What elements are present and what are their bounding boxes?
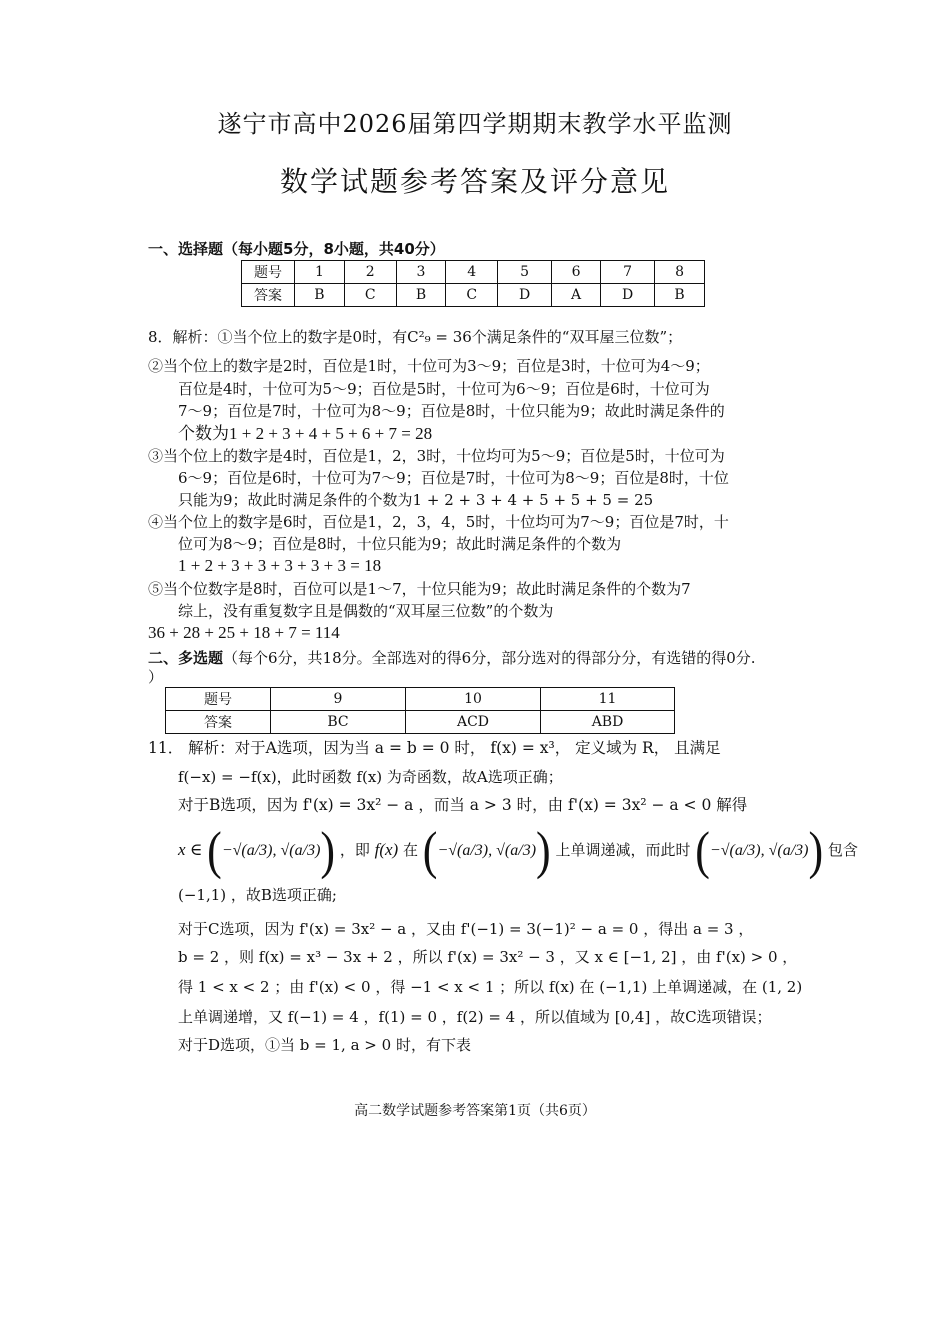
table-header-cell: 题号 (242, 261, 295, 284)
table-cell: B (396, 284, 446, 307)
q8-line: ③当个位上的数字是4时，百位是1，2，3时，十位均可为5～9；百位是5时，十位可为 (148, 447, 725, 465)
q11-text: 包含 (827, 841, 858, 859)
table-cell: 10 (406, 688, 541, 711)
left-paren-icon: ( (207, 821, 222, 880)
right-paren-icon: ) (808, 821, 824, 880)
q8-line: 8．解析：①当个位上的数字是0时，有C²₉ = 36个满足条件的“双耳屋三位数”； (148, 328, 683, 346)
section2-heading-text: 二、多选题 (148, 649, 224, 667)
q11-text: ，即 (339, 841, 370, 859)
q11-text: f(x) (374, 840, 399, 859)
table-cell: ACD (406, 711, 541, 734)
table-cell: 2 (344, 261, 396, 284)
q11-line: 得 1 < x < 2 ；由 f'(x) < 0 ，得 −1 < x < 1 ；所以 f(x) 在 (−1,1) 上单调递减，在 (1, 2) (178, 978, 803, 996)
q8-line: 百位是4时，十位可为5～9；百位是5时，十位可为6～9；百位是6时，十位可为 (178, 380, 710, 398)
table-cell: D (498, 284, 552, 307)
q11-line: 对于C选项，因为 f'(x) = 3x² − a ，又由 f'(−1) = 3(−1)² − a = 0 ，得出 a = 3 ， (178, 920, 754, 938)
q11-text: 在 (403, 841, 419, 859)
page-subtitle: 数学试题参考答案及评分意见 (279, 165, 670, 198)
q11-line: 对于D选项，①当 b = 1, a > 0 时，有下表 (178, 1036, 471, 1054)
q11-line: f(−x) = −f(x)，此时函数 f(x) 为奇函数，故A选项正确； (178, 768, 563, 786)
section2-heading (148, 647, 756, 668)
table-cell: D (601, 284, 655, 307)
q8-line: 只能为9；故此时满足条件的个数为1 + 2 + 3 + 4 + 5 + 5 + 5 = 25 (178, 491, 654, 509)
table-cell: 9 (271, 688, 406, 711)
table-header-cell: 答案 (242, 284, 295, 307)
q8-line: 综上，没有重复数字且是偶数的“双耳屋三位数”的个数为 (178, 602, 554, 620)
table-row (242, 284, 705, 307)
left-paren-icon: ( (422, 821, 438, 880)
q11-line: 上单调递增，又 f(−1) = 4 ，f(1) = 0 ，f(2) = 4 ，所以值域为 [0,4] ，故C选项错误； (178, 1008, 772, 1026)
multi-choice-answer-table (165, 687, 675, 734)
table-cell: 4 (446, 261, 498, 284)
table-cell: C (446, 284, 498, 307)
q11-interval-line (178, 820, 858, 880)
q8-line: 36 + 28 + 25 + 18 + 7 = 114 (148, 623, 340, 642)
table-row (166, 711, 675, 734)
left-paren-icon: ( (695, 821, 710, 880)
table-cell: ABD (541, 711, 675, 734)
table-cell: 7 (601, 261, 655, 284)
table-cell: C (344, 284, 396, 307)
right-paren-icon: ) (536, 821, 551, 880)
q11-line: b = 2 ，则 f(x) = x³ − 3x + 2 ，所以 f'(x) = 3x² − 3 ，又 x ∈ [−1, 2] ，由 f'(x) > 0 ， (178, 948, 798, 966)
q8-line: 个数为1 + 2 + 3 + 4 + 5 + 6 + 7 = 28 (178, 424, 433, 443)
right-paren-icon: ) (320, 821, 336, 880)
q8-line: ④当个位上的数字是6时，百位是1，2，3，4，5时，十位均可为7～9；百位是7时，十 (148, 513, 729, 531)
section1-heading: 一、选择题（每小题5分，8小题，共40分） (148, 240, 445, 258)
table-header-cell: 题号 (166, 688, 271, 711)
interval-expression: −√(a/3), √(a/3) (709, 842, 809, 859)
table-header-cell: 答案 (166, 711, 271, 734)
q11-line: 11． 解析：对于A选项，因为当 a = b = 0 时， f(x) = x³， 定义域为 R， 且满足 (148, 739, 721, 757)
q8-line: 位可为8～9；百位是8时，十位只能为9；故此时满足条件的个数为 (178, 535, 622, 553)
page-title: 遂宁市高中2026届第四学期期末教学水平监测 (217, 110, 733, 138)
q8-line: ⑤当个位数字是8时，百位可以是1～7，十位只能为9；故此时满足条件的个数为7 (148, 580, 691, 598)
q11-line: 对于B选项，因为 f'(x) = 3x² − a ，而当 a > 3 时，由 f'(x) = 3x² − a < 0 解得 (178, 796, 748, 814)
table-row (166, 688, 675, 711)
table-row (242, 261, 705, 284)
choice-answer-table (241, 260, 705, 307)
table-cell: 1 (295, 261, 345, 284)
table-cell: 6 (552, 261, 601, 284)
table-cell: B (655, 284, 705, 307)
section2-note-tail: ） (148, 668, 164, 686)
q11-text: x ∈ (178, 840, 203, 859)
q8-line: 6～9；百位是6时，十位可为7～9；百位是7时，十位可为8～9；百位是8时，十位 (178, 469, 729, 487)
table-cell: 3 (396, 261, 446, 284)
q11-text: 上单调递减，而此时 (555, 841, 691, 859)
q8-line: 7～9；百位是7时，十位可为8～9；百位是8时，十位只能为9；故此时满足条件的 (178, 402, 725, 420)
table-cell: B (295, 284, 345, 307)
table-cell: A (552, 284, 601, 307)
q11-line: (−1,1) ，故B选项正确; (178, 886, 337, 904)
interval-expression: −√(a/3), √(a/3) (437, 842, 537, 859)
table-cell: 8 (655, 261, 705, 284)
page-footer: 高二数学试题参考答案第1页（共6页） (354, 1103, 596, 1119)
table-cell: 11 (541, 688, 675, 711)
section2-note: （每个6分，共18分。全部选对的得6分，部分选对的得部分分，有选错的得0分. (223, 649, 756, 667)
table-cell: 5 (498, 261, 552, 284)
interval-expression: −√(a/3), √(a/3) (221, 842, 321, 859)
table-cell: BC (271, 711, 406, 734)
q8-line: 1 + 2 + 3 + 3 + 3 + 3 + 3 = 18 (178, 556, 382, 575)
q8-line: ②当个位上的数字是2时，百位是1时，十位可为3～9；百位是3时，十位可为4～9； (148, 357, 710, 375)
